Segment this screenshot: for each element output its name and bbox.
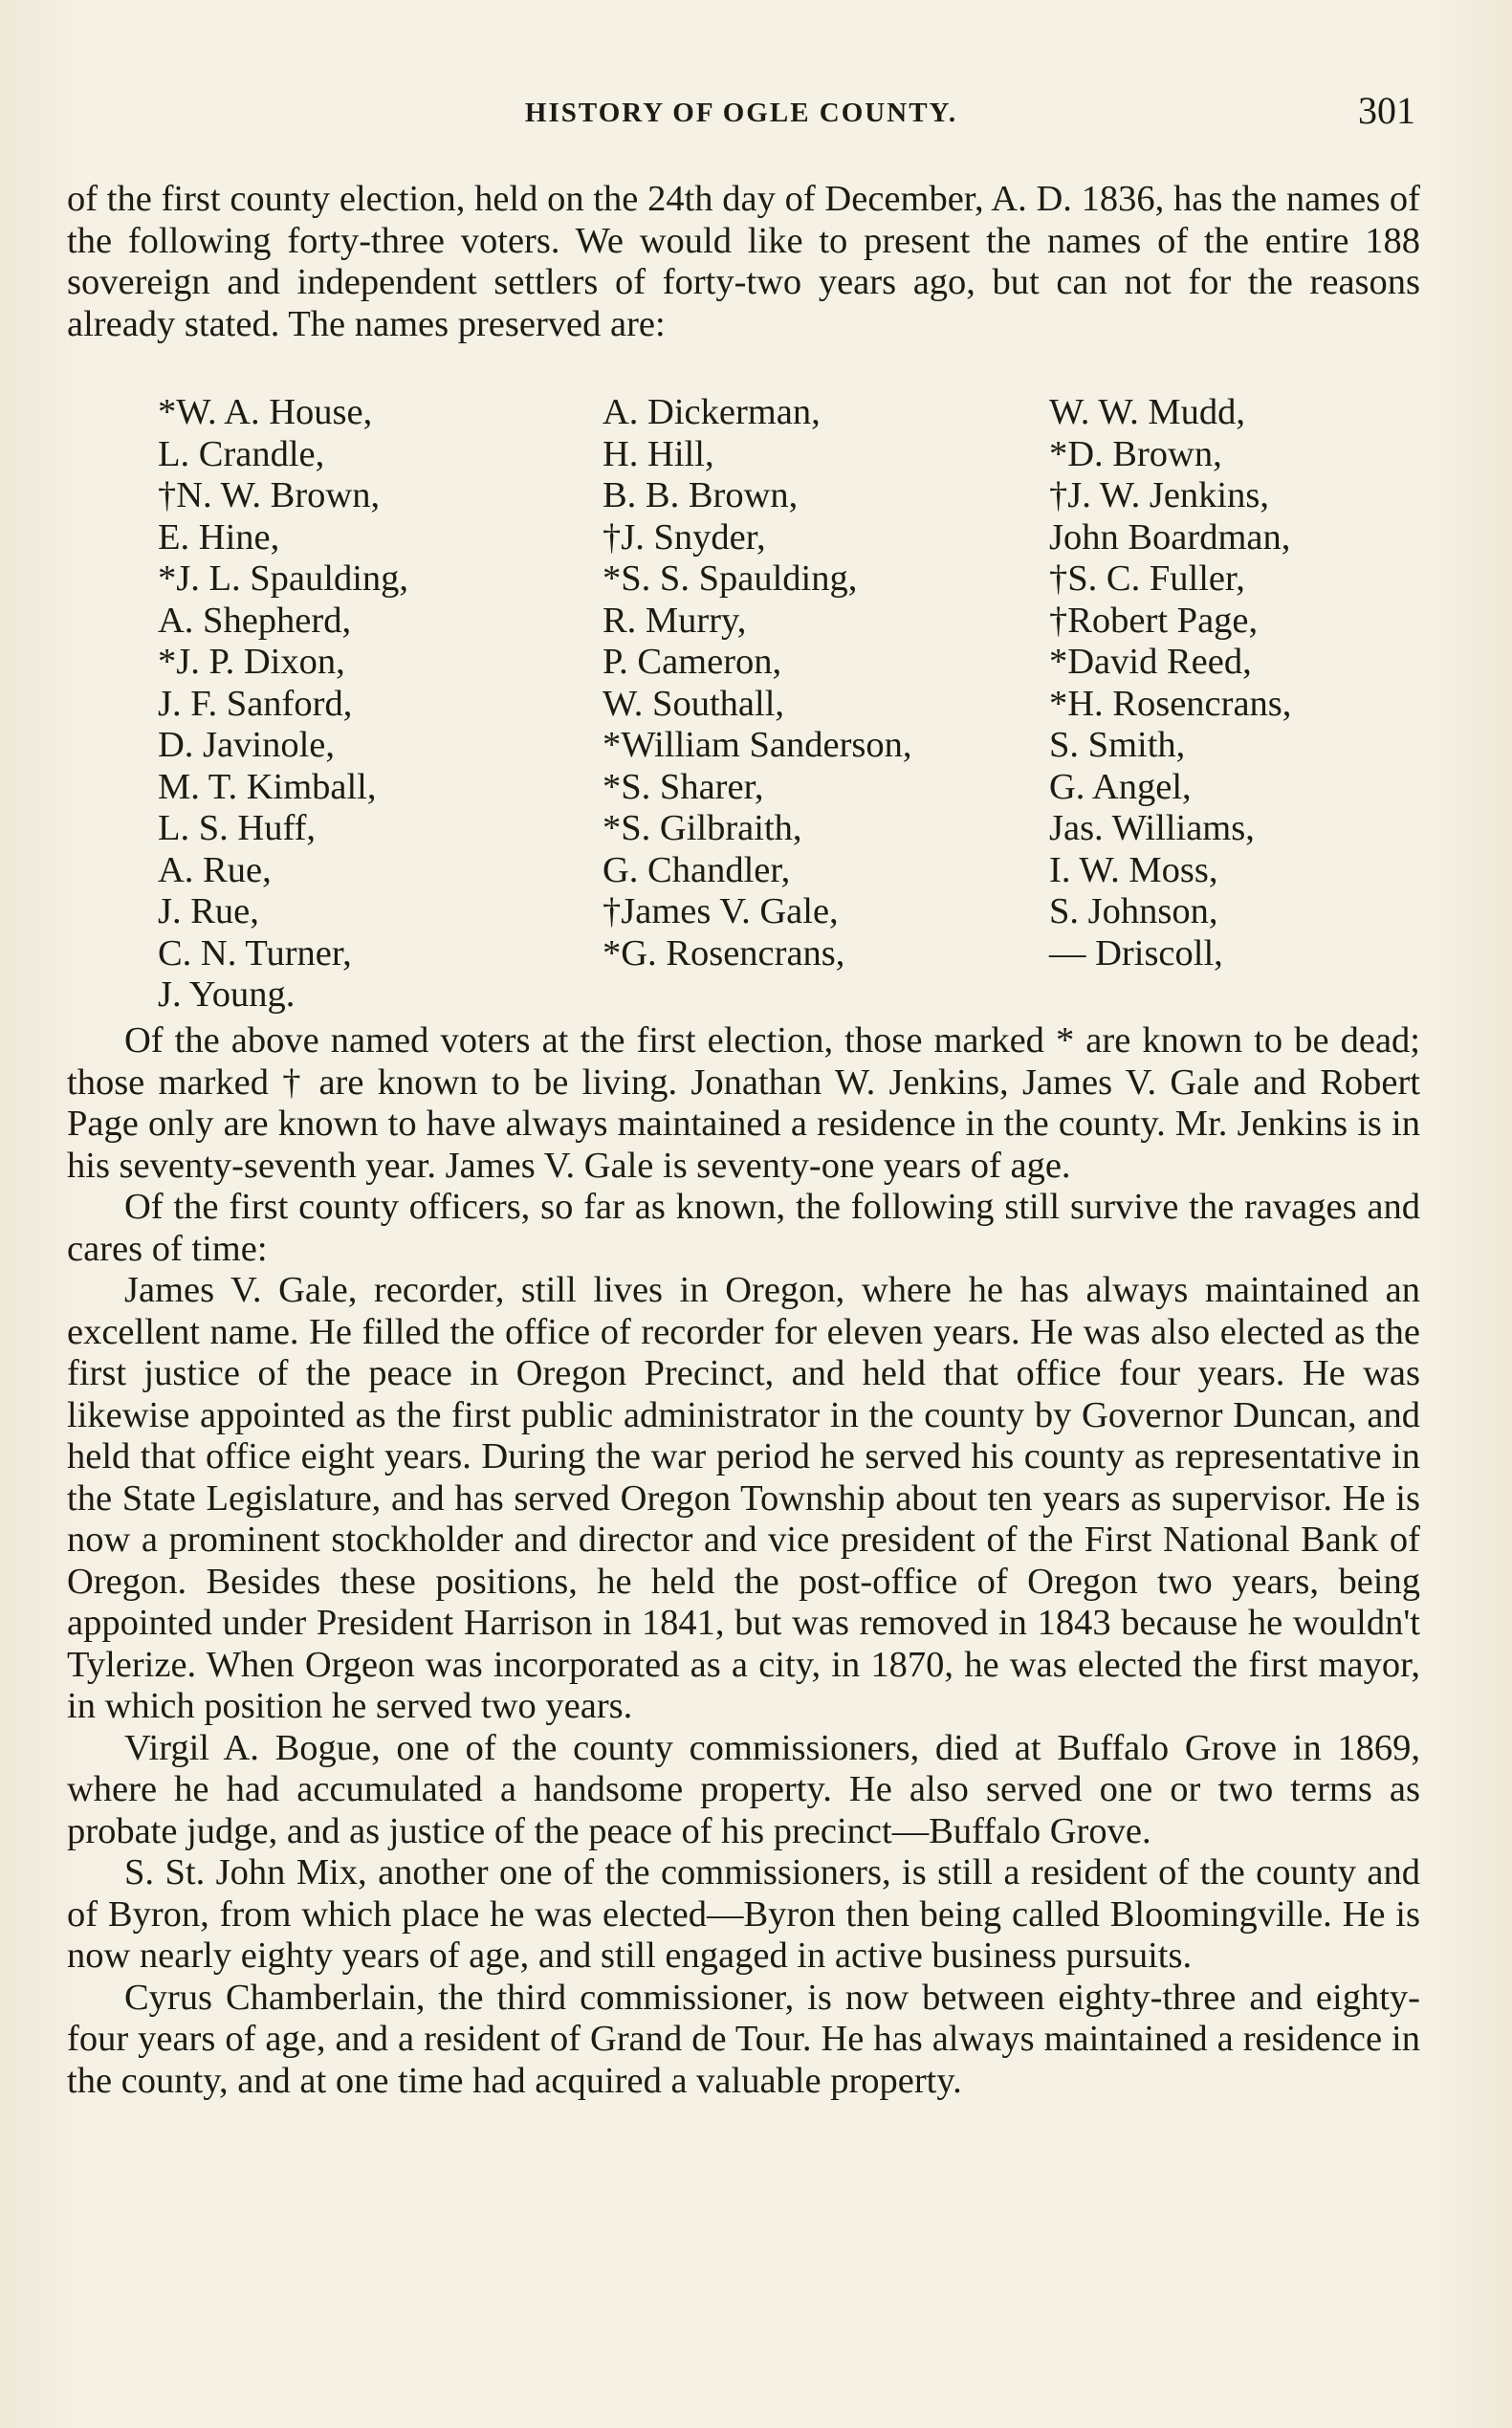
running-header [67,88,1415,136]
voter-name: †J. Snyder, [603,516,766,558]
paragraph-voter-notes: Of the above named voters at the first election, those marked * are known to be dead; those marked † are known to be living. Jonathan W. Jenkins, James V. Gale and Robert Page only are known to have always maintained a residence in the county. Mr. Jenkins is in his seventy-seventh year. James V. Gale is seventy-one years of age. [67,1020,1420,1186]
voter-column-2 [603,392,912,974]
voter-name: *William Sanderson, [603,725,912,765]
voter-name: †N. W. Brown, [158,475,381,515]
paragraph-bogue: Virgil A. Bogue, one of the county commissioners, died at Buffalo Grove in 1869, where he had accumulated a handsome property. He also served one or two terms as probate judge, and as justice of the peace of his precinct—Buffalo Grove. [67,1727,1420,1851]
voter-name: W. Southall, [603,683,785,724]
voter-name: John Boardman, [1049,516,1291,558]
voter-name: J. F. Sanford, [158,683,353,724]
voter-name: W. W. Mudd, [1049,392,1246,432]
voter-name: H. Hill, [603,433,714,474]
voter-name: *J. L. Spaulding, [158,558,409,599]
voter-name: L. Crandle, [158,433,325,474]
voter-name: C. N. Turner, [158,932,352,973]
voter-name: *J. P. Dixon, [158,642,345,682]
voter-name: †J. W. Jenkins, [1049,475,1269,515]
voter-name: J. Rue, [158,891,259,931]
voter-name: *S. S. Spaulding, [603,558,858,599]
voter-name: †S. C. Fuller, [1049,558,1245,599]
voter-name: *G. Rosencrans, [603,932,845,973]
intro-section [67,179,1420,345]
voter-column-3 [1049,392,1291,974]
voter-name: P. Cameron, [603,642,782,682]
voter-name: *D. Brown, [1049,433,1222,474]
voter-name: A. Shepherd, [158,600,352,641]
paragraph-mix: S. St. John Mix, another one of the commissioners, is still a resident of the county and of Byron, from which place he was elected—Byron then being called Bloomingville. He is now nearly eighty years of age, and still engaged in active business pursuits. [67,1852,1420,1976]
voter-name: *S. Gilbraith, [603,808,802,848]
voter-name: *H. Rosencrans, [1049,683,1292,724]
page-number: 301 [1358,89,1415,132]
running-title: HISTORY OF OGLE COUNTY. [524,98,958,128]
intro-paragraph: of the first county election, held on the 24th day of December, A. D. 1836, has the names of the following forty-three voters. We would like to present the names of the entire 188 sovereign and independent settlers of forty-two years ago, but can not for the reasons already stated. The names preserved are: [67,179,1420,344]
paragraph-gale: James V. Gale, recorder, still lives in Oregon, where he has always maintained an excellent name. He filled the office of recorder for eleven years. He was also elected as the first justice of the peace in Oregon Precinct, and held that office four years. He was likewise appointed as the first public administrator in the county by Governor Duncan, and held that office eight years. During the war period he served his county as representative in the State Legislature, and has served Oregon Township about ten years as supervisor. He is now a prominent stockholder and director and vice president of the First National Bank of Oregon. Besides these positions, he held the post-office of Oregon two years, being appointed under President Harrison in 1841, but was removed in 1843 because he wouldn't Tylerize. When Orgeon was incorporated as a city, in 1870, he was elected the first mayor, in which position he served two years. [67,1270,1420,1726]
voter-name: J. Young. [158,974,296,1015]
voter-name: I. W. Moss, [1049,849,1218,890]
voter-name: A. Dickerman, [603,392,821,432]
voter-name: E. Hine, [158,516,280,558]
body-text [67,1020,1420,2102]
voter-name: L. S. Huff, [158,808,317,848]
voter-name-list [158,392,1430,1014]
voter-column-1 [158,392,408,1017]
voter-name: S. Smith, [1049,725,1186,765]
voter-name: A. Rue, [158,849,272,890]
voter-name: †James V. Gale, [603,891,839,931]
voter-name: †Robert Page, [1049,600,1259,641]
voter-name: Jas. Williams, [1049,808,1255,848]
voter-name: — Driscoll, [1049,932,1223,973]
voter-name: *S. Sharer, [603,766,764,807]
voter-name: B. B. Brown, [603,475,799,515]
voter-name: R. Murry, [603,600,747,641]
voter-name: G. Angel, [1049,766,1192,807]
voter-name: *David Reed, [1049,642,1252,682]
paragraph-chamberlain: Cyrus Chamberlain, the third commissioner, is now between eighty-three and eighty-four years of age, and a resident of Grand de Tour. He has always maintained a residence in the county, and at one time had acquired a valuable property. [67,1977,1420,2101]
voter-name: G. Chandler, [603,849,791,890]
paragraph-officers-intro: Of the first county officers, so far as known, the following still survive the ravages and cares of time: [67,1187,1420,1269]
voter-name: *W. A. House, [158,392,373,432]
voter-name: M. T. Kimball, [158,766,377,807]
voter-name: D. Javinole, [158,725,335,765]
voter-name: S. Johnson, [1049,891,1218,931]
